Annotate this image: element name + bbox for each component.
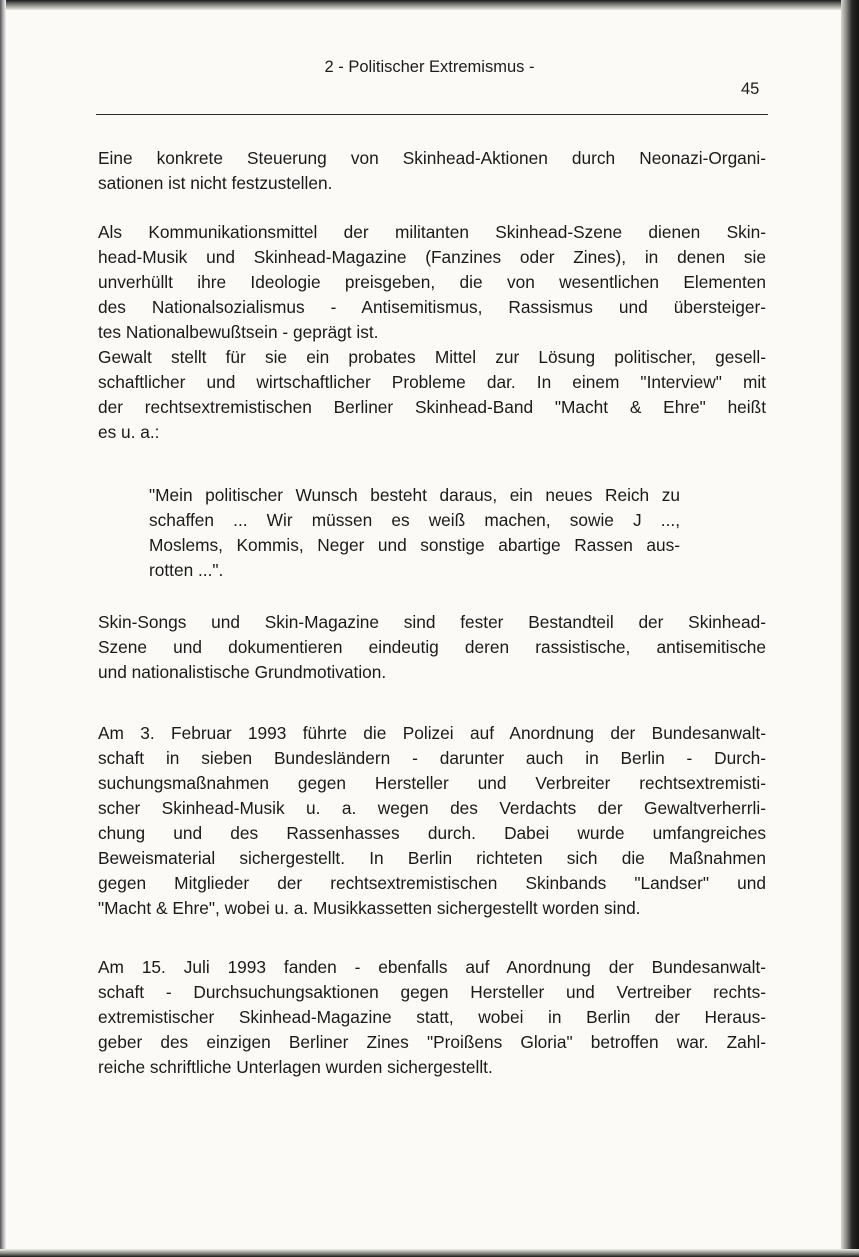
paragraph-6 xyxy=(98,955,766,1080)
paragraph-2 xyxy=(98,220,766,445)
text-line: sationen ist nicht festzustellen. xyxy=(98,173,333,193)
header-rule xyxy=(96,114,768,115)
text-line: scher Skinhead-Musik u. a. wegen des Verdachts der Gewaltverherrli- xyxy=(98,798,766,818)
text-line: schaftlicher und wirtschaftlicher Probleme dar. In einem "Interview" mit xyxy=(98,372,766,392)
text-line: Am 15. Juli 1993 fanden - ebenfalls auf Anordnung der Bundesanwalt- xyxy=(98,957,766,977)
text-line: Eine konkrete Steuerung von Skinhead-Aktionen durch Neonazi-Organi- xyxy=(98,148,766,168)
text-line: schaft - Durchsuchungsaktionen gegen Hersteller und Vertreiber rechts- xyxy=(98,982,766,1002)
quote-line: Moslems, Kommis, Neger und sonstige abartige Rassen aus- xyxy=(149,535,680,555)
page-number: 45 xyxy=(741,80,760,98)
text-line: tes Nationalbewußtsein - geprägt ist. xyxy=(98,322,379,342)
text-line: schaft in sieben Bundesländern - darunter auch in Berlin - Durch- xyxy=(98,748,766,768)
text-line: extremistischer Skinhead-Magazine statt, wobei in Berlin der Heraus- xyxy=(98,1007,766,1027)
text-line: des Nationalsozialismus - Antisemitismus, Rassismus und übersteiger- xyxy=(98,297,766,317)
text-line: Skin-Songs und Skin-Magazine sind fester Bestandteil der Skinhead- xyxy=(98,612,766,632)
quote-line: schaffen ... Wir müssen es weiß machen, sowie J ..., xyxy=(149,510,680,530)
text-line: unverhüllt ihre Ideologie preisgeben, die von wesentlichen Elementen xyxy=(98,272,766,292)
text-line: Gewalt stellt für sie ein probates Mittel zur Lösung politischer, gesell- xyxy=(98,347,766,367)
text-line: geber des einzigen Berliner Zines "Proißens Gloria" betroffen war. Zahl- xyxy=(98,1032,766,1052)
text-line: es u. a.: xyxy=(98,422,160,442)
block-quote xyxy=(149,483,680,583)
scan-edge-bottom xyxy=(0,1249,859,1257)
scan-edge-right xyxy=(841,0,859,1257)
text-line: der rechtsextremistischen Berliner Skinhead-Band "Macht & Ehre" heißt xyxy=(98,397,766,417)
text-line: chung und des Rassenhasses durch. Dabei wurde umfangreiches xyxy=(98,823,766,843)
text-line: head-Musik und Skinhead-Magazine (Fanzines oder Zines), in denen sie xyxy=(98,247,766,267)
paragraph-5 xyxy=(98,721,766,921)
paragraph-4 xyxy=(98,610,766,685)
text-line: und nationalistische Grundmotivation. xyxy=(98,662,387,682)
text-line: suchungsmaßnahmen gegen Hersteller und Verbreiter rechtsextremisti- xyxy=(98,773,766,793)
text-line: Als Kommunikationsmittel der militanten Skinhead-Szene dienen Skin- xyxy=(98,222,766,242)
quote-line: rotten ...". xyxy=(149,560,224,580)
text-line: "Macht & Ehre", wobei u. a. Musikkassetten sichergestellt worden sind. xyxy=(98,898,641,918)
text-line: Szene und dokumentieren eindeutig deren rassistische, antisemitische xyxy=(98,637,766,657)
running-header: 2 - Politischer Extremismus - xyxy=(324,58,535,76)
text-line: Beweismaterial sichergestellt. In Berlin richteten sich die Maßnahmen xyxy=(98,848,766,868)
scan-edge-left xyxy=(0,0,6,1257)
scan-edge-top xyxy=(0,0,859,10)
text-line: reiche schriftliche Unterlagen wurden sichergestellt. xyxy=(98,1057,493,1077)
quote-line: "Mein politischer Wunsch besteht daraus, ein neues Reich zu xyxy=(149,485,680,505)
text-line: gegen Mitglieder der rechtsextremistischen Skinbands "Landser" und xyxy=(98,873,766,893)
text-line: Am 3. Februar 1993 führte die Polizei auf Anordnung der Bundesanwalt- xyxy=(98,723,766,743)
paragraph-1 xyxy=(98,146,766,196)
